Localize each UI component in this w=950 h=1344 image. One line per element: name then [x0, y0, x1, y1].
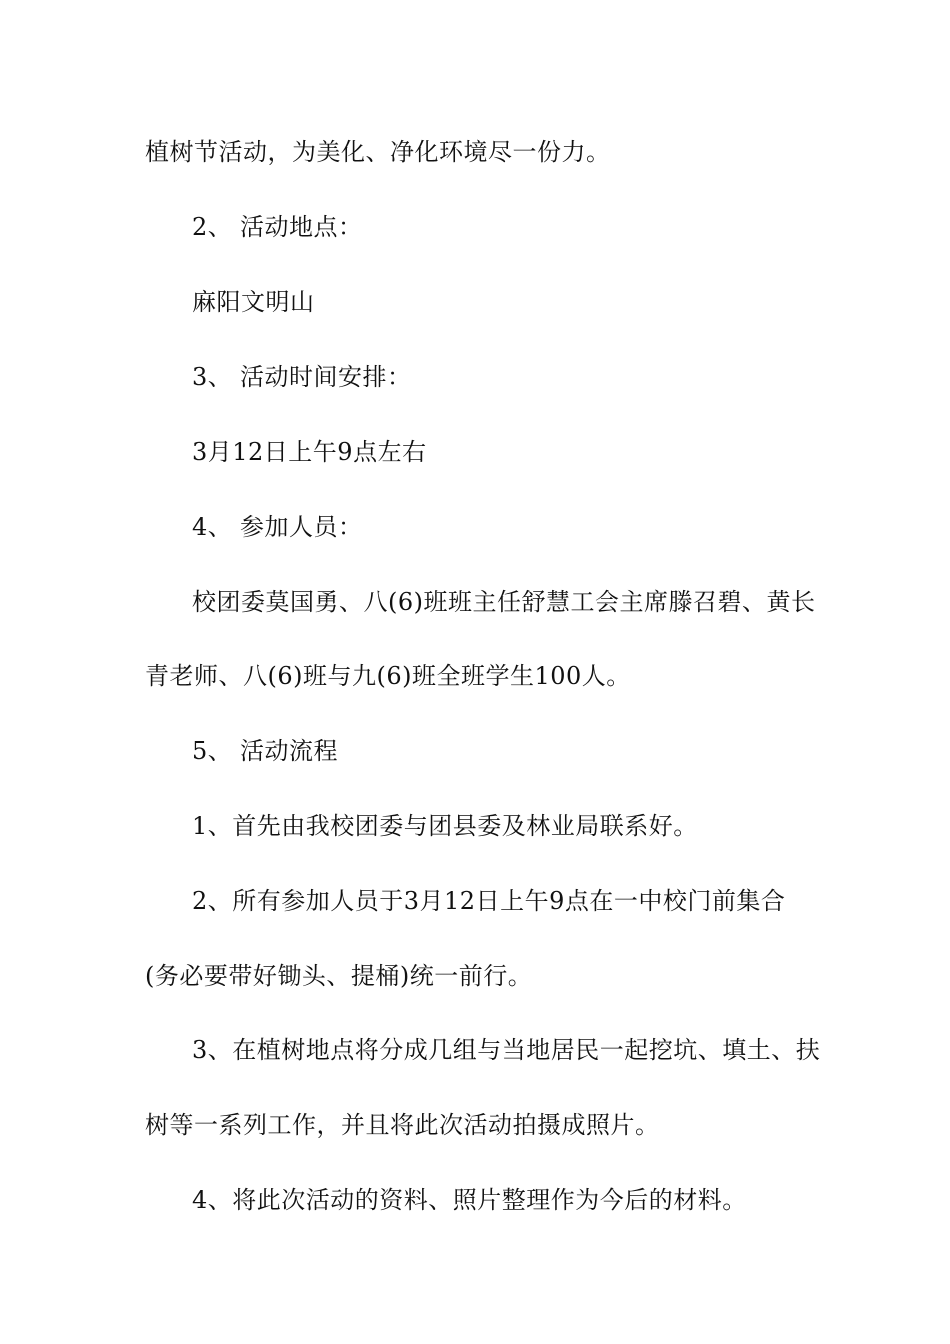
- heading-text: 活动时间安排：: [240, 363, 412, 391]
- time-text: 3月12日上午9点左右: [192, 438, 427, 466]
- process-step-2-line-1: 2、所有参加人员于3月12日上午9点在一中校门前集合: [192, 887, 786, 915]
- process-step-4: 4、将此次活动的资料、照片整理作为今后的材料。: [192, 1186, 747, 1214]
- section-heading-location: [192, 212, 363, 242]
- process-step-3-line-2: 树等一系列工作，并且将此次活动拍摄成照片。: [145, 1111, 660, 1139]
- participants-line-2: 青老师、八(6)班与九(6)班全班学生100人。: [145, 662, 631, 690]
- section-heading-process: [192, 736, 338, 766]
- participants-line-1: 校团委莫国勇、八(6)班班主任舒慧工会主席滕召碧、黄长: [192, 588, 816, 616]
- location-text: 麻阳文明山: [192, 288, 315, 316]
- heading-text: 参加人员：: [240, 513, 363, 541]
- heading-number: 2、: [192, 213, 233, 241]
- heading-text: 活动流程: [240, 737, 338, 765]
- paragraph-line: 植树节活动，为美化、净化环境尽一份力。: [145, 138, 611, 166]
- process-step-2-line-2: (务必要带好锄头、提桶)统一前行。: [145, 962, 533, 990]
- heading-number: 4、: [192, 513, 233, 541]
- heading-number: 3、: [192, 363, 233, 391]
- heading-text: 活动地点：: [240, 213, 363, 241]
- process-step-3-line-1: 3、在植树地点将分成几组与当地居民一起挖坑、填土、扶: [192, 1036, 821, 1064]
- section-heading-time: [192, 362, 412, 392]
- section-heading-participants: [192, 512, 363, 542]
- heading-number: 5、: [192, 737, 233, 765]
- process-step-1: 1、首先由我校团委与团县委及林业局联系好。: [192, 812, 698, 840]
